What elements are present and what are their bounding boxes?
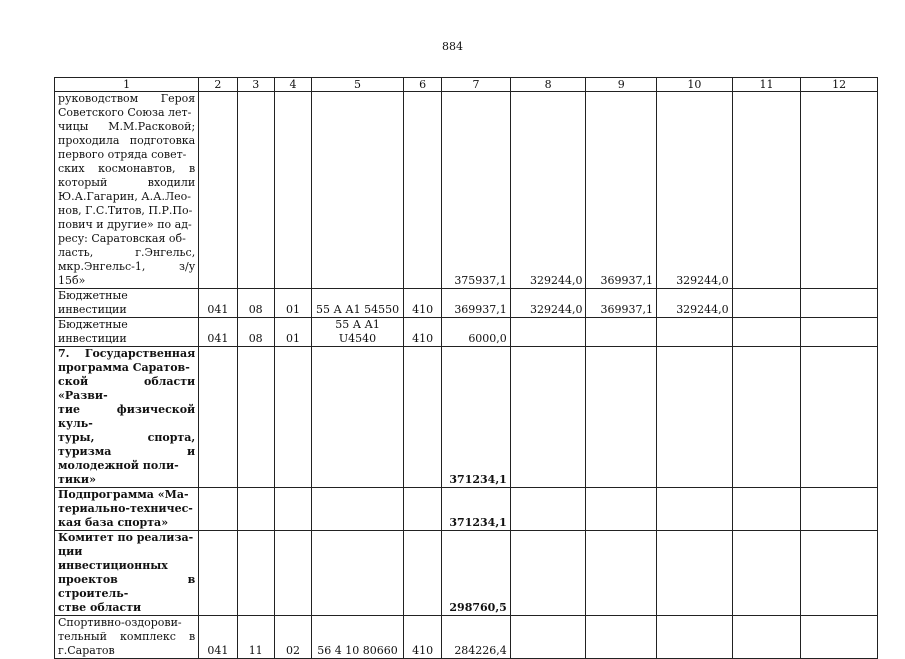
table-cell: 56 4 10 80660 bbox=[312, 616, 404, 659]
table-cell: 041 bbox=[199, 289, 237, 318]
table-cell: 410 bbox=[403, 616, 441, 659]
table-cell bbox=[732, 488, 801, 531]
table-cell: 329244,0 bbox=[657, 289, 733, 318]
table-cell bbox=[732, 531, 801, 616]
table-row bbox=[55, 488, 878, 531]
table-cell bbox=[510, 531, 586, 616]
table-cell bbox=[801, 289, 878, 318]
table-cell bbox=[657, 488, 733, 531]
table-row bbox=[55, 92, 878, 289]
table-cell: 041 bbox=[199, 616, 237, 659]
table-cell bbox=[199, 531, 237, 616]
row-description: Бюджетные инвестиции bbox=[55, 318, 199, 347]
table-cell bbox=[586, 488, 657, 531]
table-cell: 375937,1 bbox=[442, 92, 511, 289]
table-cell bbox=[586, 616, 657, 659]
table-cell bbox=[199, 347, 237, 488]
table-cell bbox=[586, 347, 657, 488]
table-body bbox=[55, 78, 878, 659]
row-description: Комитет по реализа- ции инвестиционных проектов в строитель- стве области bbox=[55, 531, 199, 616]
table-cell: 371234,1 bbox=[442, 488, 511, 531]
table-row bbox=[55, 289, 878, 318]
table-cell bbox=[657, 616, 733, 659]
table-cell: 55 А А1 U4540 bbox=[312, 318, 404, 347]
column-header: 3 bbox=[237, 78, 274, 92]
table-cell: 08 bbox=[237, 289, 274, 318]
column-header: 12 bbox=[801, 78, 878, 92]
table-cell: 6000,0 bbox=[442, 318, 511, 347]
row-description: 7. Государственная программа Саратов- ской области «Разви- тие физической куль- туры, спорта, туризма и молодежной поли- тики» bbox=[55, 347, 199, 488]
page-number: 884 bbox=[442, 40, 463, 53]
table-cell bbox=[510, 318, 586, 347]
table-cell bbox=[312, 531, 404, 616]
table-cell bbox=[403, 531, 441, 616]
table-cell: 410 bbox=[403, 318, 441, 347]
table-cell bbox=[732, 616, 801, 659]
column-header: 6 bbox=[403, 78, 441, 92]
table-row bbox=[55, 347, 878, 488]
table-cell bbox=[199, 92, 237, 289]
table-cell bbox=[312, 92, 404, 289]
table-cell: 369937,1 bbox=[586, 92, 657, 289]
column-header: 8 bbox=[510, 78, 586, 92]
table-row bbox=[55, 616, 878, 659]
table-row bbox=[55, 531, 878, 616]
table-cell bbox=[657, 347, 733, 488]
table-cell: 369937,1 bbox=[586, 289, 657, 318]
table-cell: 11 bbox=[237, 616, 274, 659]
budget-table bbox=[54, 77, 878, 659]
column-header: 7 bbox=[442, 78, 511, 92]
table-cell bbox=[732, 92, 801, 289]
table-cell bbox=[801, 347, 878, 488]
table-row bbox=[55, 318, 878, 347]
table-cell bbox=[801, 92, 878, 289]
table-cell bbox=[403, 347, 441, 488]
row-description: Подпрограмма «Ма- териально-техничес- кая база спорта» bbox=[55, 488, 199, 531]
table-cell bbox=[274, 488, 311, 531]
table-cell: 329244,0 bbox=[657, 92, 733, 289]
table-cell bbox=[403, 92, 441, 289]
table-cell bbox=[510, 616, 586, 659]
table-cell bbox=[274, 92, 311, 289]
row-description: руководством Героя Советского Союза лет- чицы М.М.Расковой; проходила подготовка первого отряда совет- ских космонавтов, в который входили Ю.А.Гагарин, А.А.Лео- нов, Г.С.Титов, П.Р.По- пович и другие» по ад- ресу: Саратовская об- ласть, г.Энгельс, мкр.Энгельс-1, з/у 15б» bbox=[55, 92, 199, 289]
column-header: 9 bbox=[586, 78, 657, 92]
table-cell: 08 bbox=[237, 318, 274, 347]
column-header: 4 bbox=[274, 78, 311, 92]
table-cell bbox=[237, 347, 274, 488]
table-cell bbox=[801, 616, 878, 659]
table-cell bbox=[312, 488, 404, 531]
table-cell: 041 bbox=[199, 318, 237, 347]
table-cell: 410 bbox=[403, 289, 441, 318]
table-cell bbox=[199, 488, 237, 531]
table-cell bbox=[510, 347, 586, 488]
row-description: Спортивно-оздорови- тельный комплекс в г.Саратов bbox=[55, 616, 199, 659]
table-cell bbox=[586, 531, 657, 616]
table-cell bbox=[237, 488, 274, 531]
table-cell: 298760,5 bbox=[442, 531, 511, 616]
column-number-row bbox=[55, 78, 878, 92]
table-cell: 369937,1 bbox=[442, 289, 511, 318]
table-cell bbox=[657, 531, 733, 616]
table-cell bbox=[801, 488, 878, 531]
table-cell bbox=[732, 347, 801, 488]
table-cell bbox=[801, 531, 878, 616]
table-cell bbox=[510, 488, 586, 531]
column-header: 11 bbox=[732, 78, 801, 92]
table-cell bbox=[586, 318, 657, 347]
table-cell: 01 bbox=[274, 318, 311, 347]
table-cell: 55 А А1 54550 bbox=[312, 289, 404, 318]
table-cell: 284226,4 bbox=[442, 616, 511, 659]
table-cell: 329244,0 bbox=[510, 289, 586, 318]
table-cell bbox=[403, 488, 441, 531]
column-header: 5 bbox=[312, 78, 404, 92]
table-cell bbox=[801, 318, 878, 347]
table-cell bbox=[274, 347, 311, 488]
table-cell bbox=[274, 531, 311, 616]
table-cell bbox=[237, 92, 274, 289]
table-cell: 329244,0 bbox=[510, 92, 586, 289]
column-header: 10 bbox=[657, 78, 733, 92]
table-cell: 02 bbox=[274, 616, 311, 659]
table-cell: 01 bbox=[274, 289, 311, 318]
table-cell bbox=[732, 318, 801, 347]
table-cell bbox=[657, 318, 733, 347]
table-cell: 371234,1 bbox=[442, 347, 511, 488]
row-description: Бюджетные инвестиции bbox=[55, 289, 199, 318]
column-header: 1 bbox=[55, 78, 199, 92]
table-cell bbox=[237, 531, 274, 616]
column-header: 2 bbox=[199, 78, 237, 92]
table-cell bbox=[732, 289, 801, 318]
table-cell bbox=[312, 347, 404, 488]
